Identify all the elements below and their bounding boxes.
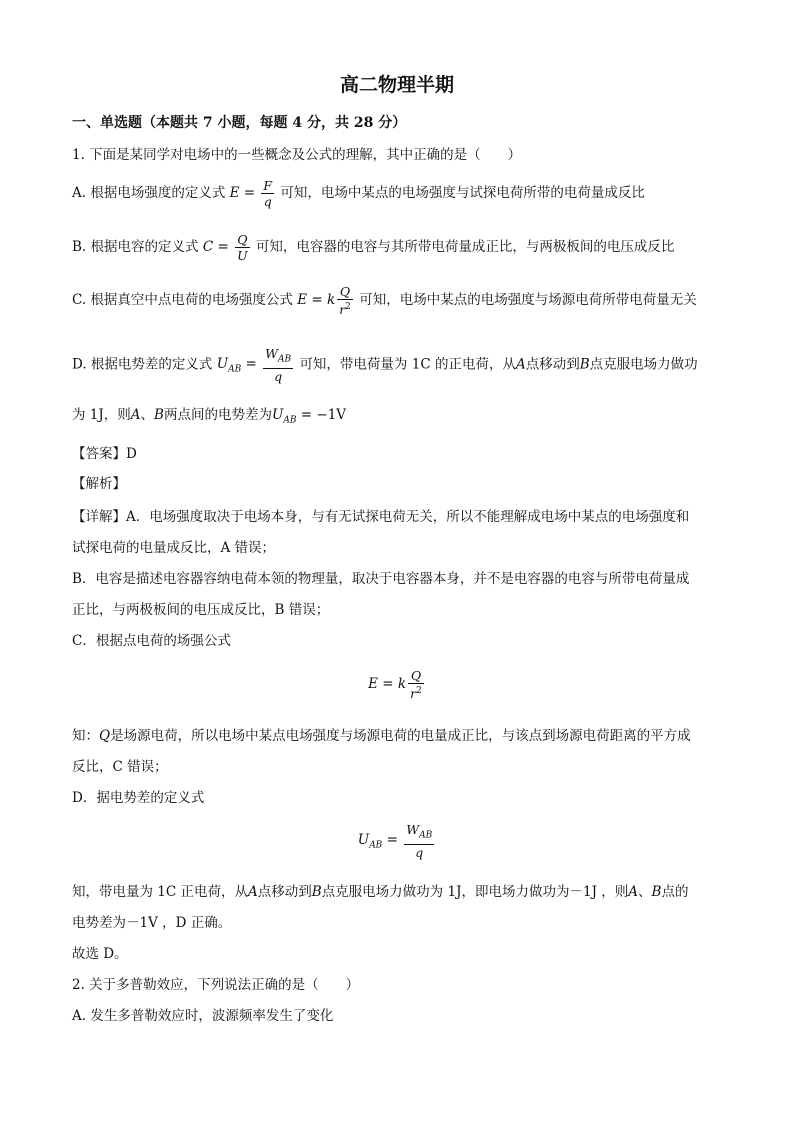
conclusion: 故选 D。 (72, 946, 128, 962)
section-heading: 一、单选题（本题共 7 小题，每题 4 分，共 28 分） (72, 115, 407, 131)
question-1-option-d: D. 根据电势差的定义式 $U_{AB}$ = $\frac{W_{AB}}{q}$ 可知，带电荷量为 1C 的正电荷，从A点移动到B点克服电场力做功 (72, 346, 698, 384)
explanation-c-line-2: 知：Q是场源电荷，所以电场中某点电场强度与场源电荷的电量成正比，与该点到场源电荷距离的平方成 (72, 728, 691, 744)
display-formula-point-charge: E = k $\frac{Q}{r^2}$ (368, 668, 422, 702)
answer-line (72, 442, 137, 462)
formula-point-charge: E = k $\frac{Q}{r^2}$ (297, 284, 351, 318)
explanation-c-line-3: 反比，C 错误； (72, 759, 168, 775)
explanation-a-line-2: 试探电荷的电量成反比，A 错误； (72, 540, 276, 556)
option-a-suffix: 可知，电场中某点的电场强度与试探电荷所带的电荷量成反比 (280, 185, 645, 201)
question-1-option-d-line-2: 为 1J，则A、B两点间的电势差为$U_{AB} = -1V$ (72, 407, 347, 426)
question-1-option-a (72, 178, 645, 209)
explanation-b-line-1: B．电容是描述电容器容纳电荷本领的物理量，取决于电容器本身，并不是电容器的电容与所带电荷量成 (72, 571, 690, 587)
formula-e-def: E = $\frac{F}{q}$ (229, 178, 273, 209)
answer-label: 【答案】 (72, 446, 126, 462)
question-2-stem: 2. 关于多普勒效应，下列说法正确的是（ ） (72, 977, 360, 993)
explanation-b-line-2: 正比，与两极板间的电压成反比，B 错误； (72, 602, 330, 618)
display-formula-uab: $U_{AB}$ = $\frac{W_{AB}}{q}$ (357, 822, 433, 860)
formula-c-def: C = $\frac{Q}{U}$ (202, 232, 248, 263)
explanation-d-line-3: 电势差为－1V ，D 正确。 (72, 915, 232, 931)
explanation-d-line-1: D．据电势差的定义式 (72, 790, 205, 806)
formula-uab-def: $U_{AB}$ = $\frac{W_{AB}}{q}$ (216, 346, 292, 384)
explanation-c-line-1: C．根据点电荷的场强公式 (72, 633, 231, 649)
explanation-a-line-1: 【详解】A．电场强度取决于电场本身，与有无试探电荷无关，所以不能理解成电场中某点的电场强度和 (72, 509, 690, 525)
explanation-d-line-2: 知，带电量为 1C 正电荷，从A点移动到B点克服电场力做功为 1J，即电场力做功为－1J ，则A、B点的 (72, 884, 689, 900)
option-d-prefix: D. 根据电势差的定义式 (72, 356, 213, 373)
option-a-prefix: A. 根据电场强度的定义式 (72, 185, 226, 201)
analysis-label: 【解析】 (72, 476, 126, 492)
question-2-option-a: A. 发生多普勒效应时，波源频率发生了变化 (72, 1008, 334, 1024)
answer-value: D (126, 446, 137, 462)
uab-value: $U_{AB} = -1V$ (271, 407, 347, 426)
option-c-prefix: C. 根据真空中点电荷的电场强度公式 (72, 292, 293, 309)
question-1-option-b (72, 232, 674, 263)
page-title: 高二物理半期 (339, 74, 454, 96)
option-c-suffix: 可知，电场中某点的电场强度与场源电荷所带电荷量无关 (359, 292, 697, 309)
option-b-prefix: B. 根据电容的定义式 (72, 239, 199, 255)
option-b-suffix: 可知，电容器的电容与其所带电荷量成正比，与两极板间的电压成反比 (255, 239, 675, 255)
question-1-stem: 1. 下面是某同学对电场中的一些概念及公式的理解，其中正确的是（ ） (72, 147, 522, 163)
question-1-option-c (72, 284, 697, 317)
